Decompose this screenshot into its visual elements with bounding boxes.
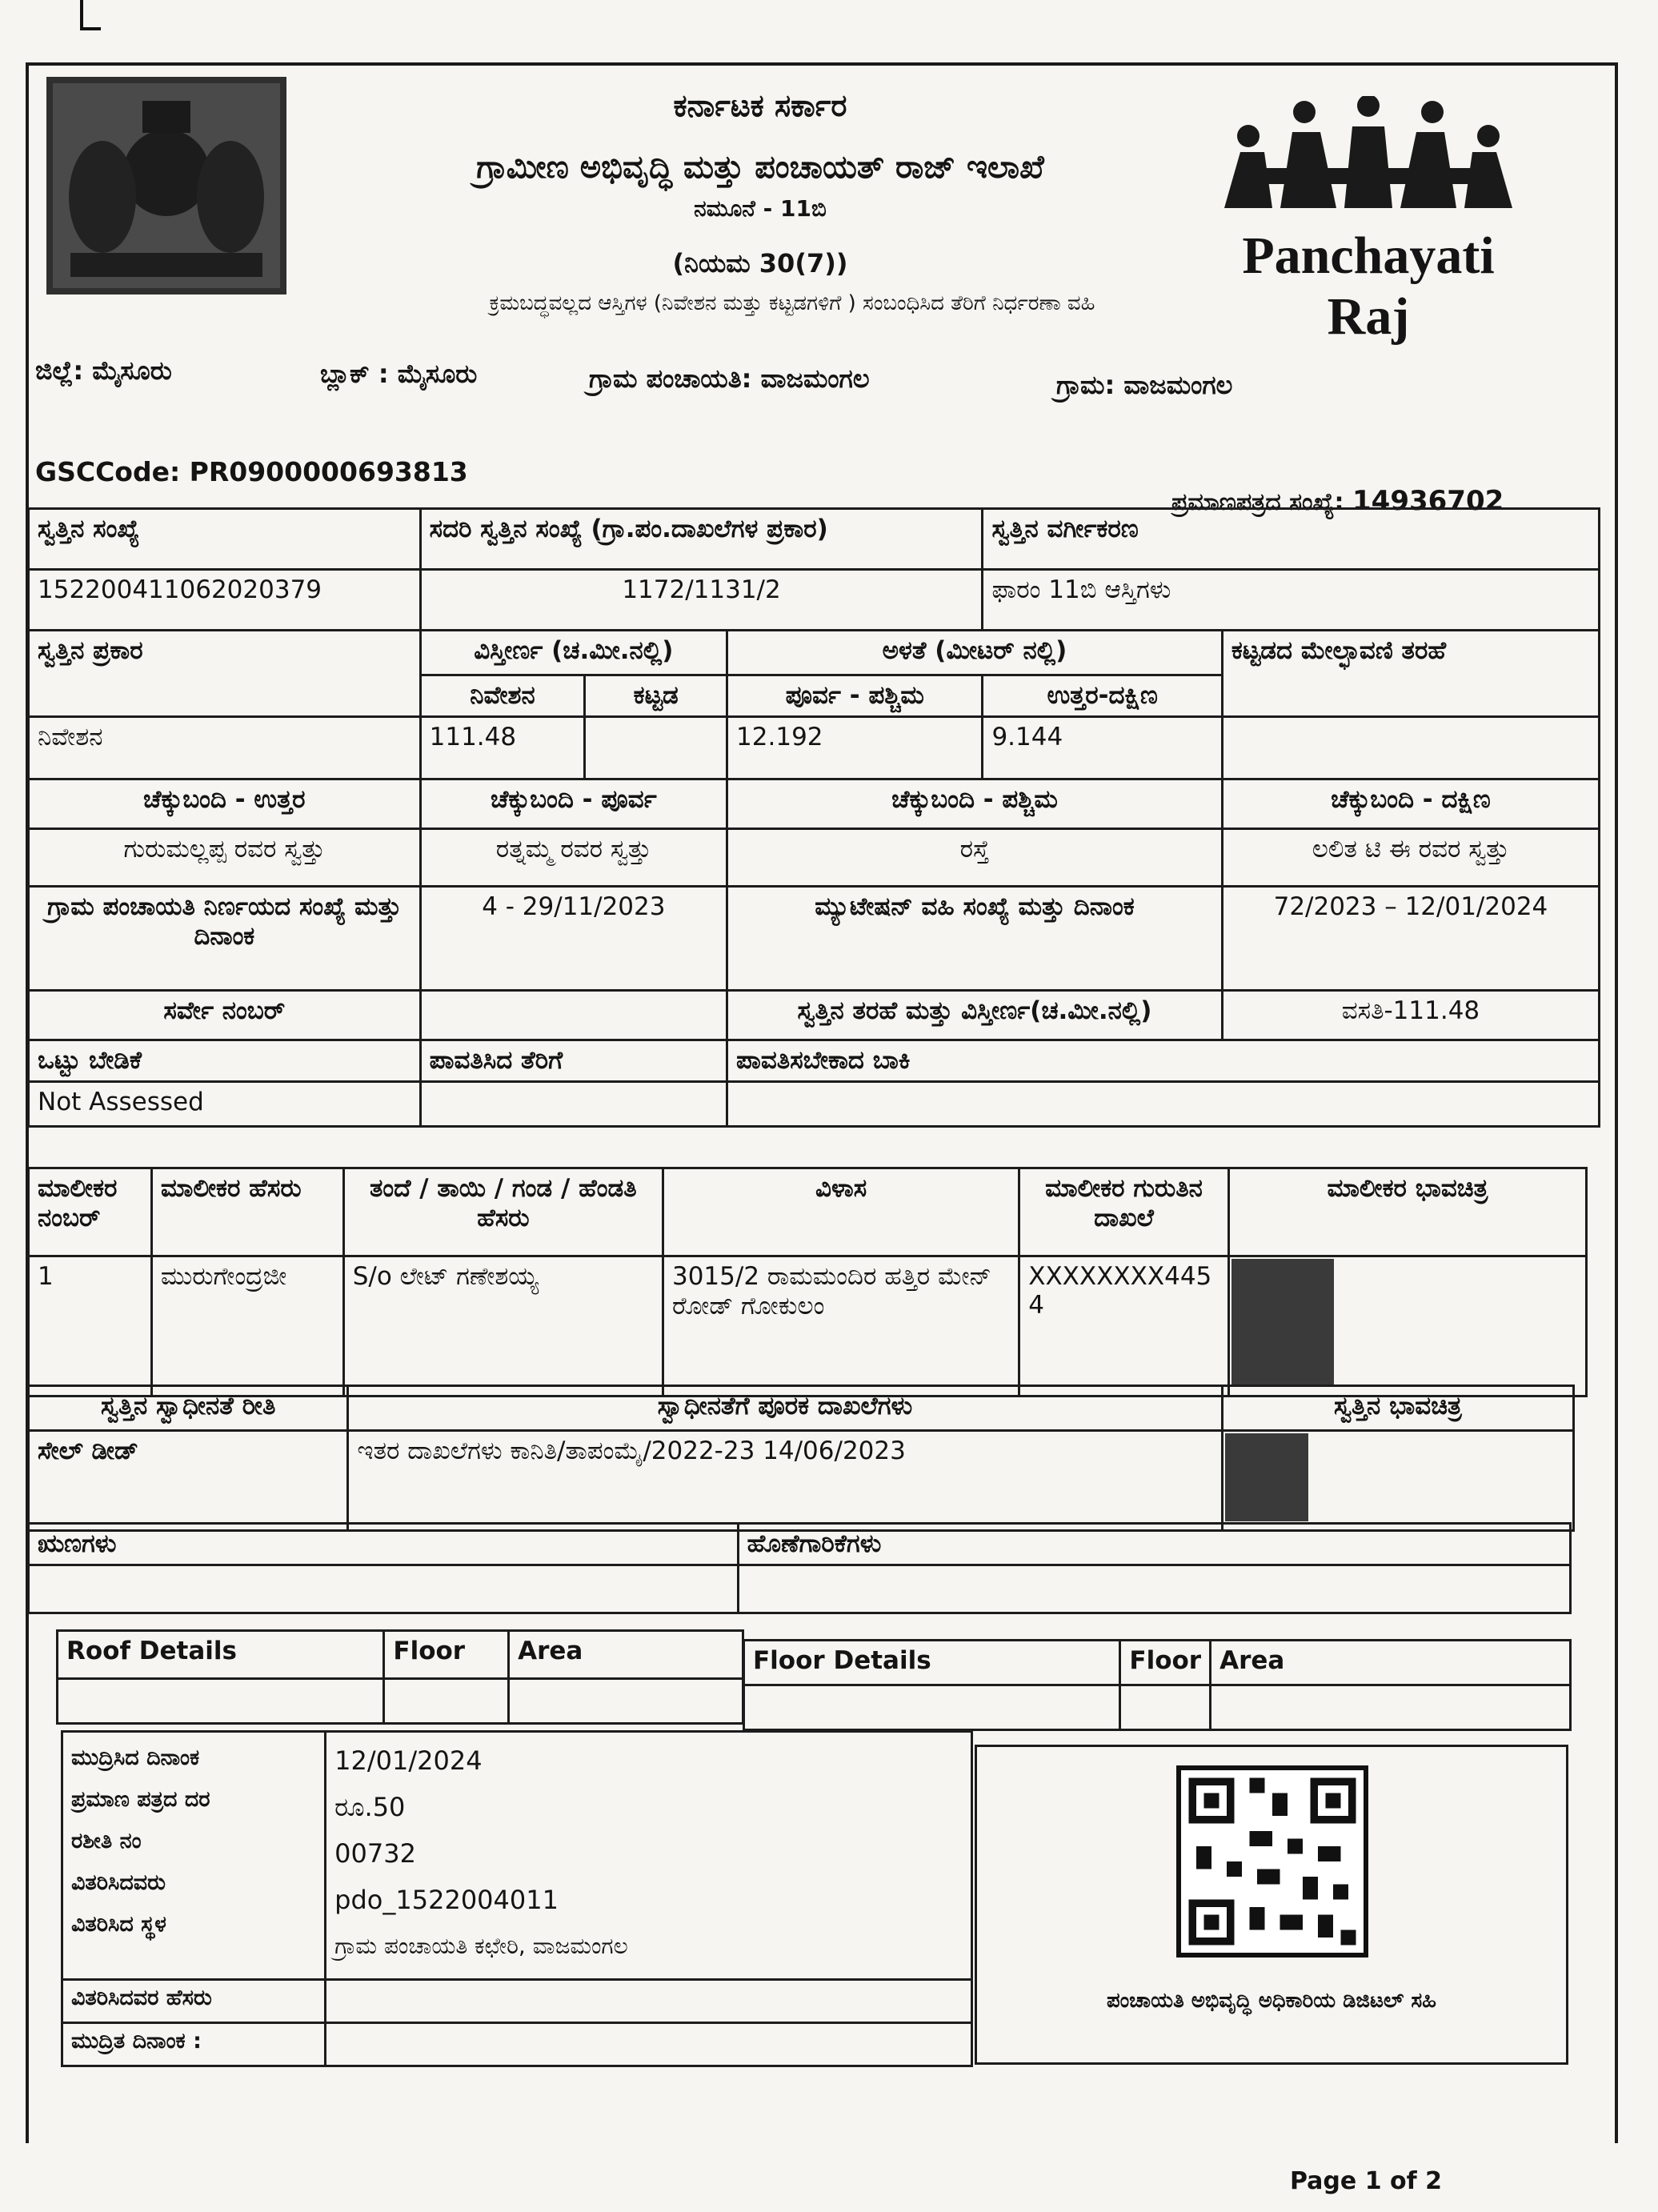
roof-floor-header: Floor [384, 1631, 509, 1679]
gram-panchayat: ಗ್ರಾಮ ಪಂಚಾಯತಿ: ವಾಜಮಂಗಲ [589, 363, 870, 394]
total-demand-label: ಒಟ್ಟು ಬೇಡಿಕೆ [29, 1040, 421, 1082]
owner-name: ಮುರುಗೇಂದ್ರಜೀ [151, 1256, 343, 1397]
owners-header-photo: ಮಾಲೀಕರ ಭಾವಚಿತ್ರ [1228, 1168, 1586, 1256]
mutation-label: ಮ್ಯುಟೇಷನ್ ವಹಿ ಸಂಖ್ಯೆ ಮತ್ತು ದಿನಾಂಕ [727, 887, 1223, 991]
floor-details-table [743, 1639, 1572, 1731]
issue-place-value: ಗ್ರಾಮ ಪಂಚಾಯತಿ ಕಛೇರಿ, ವಾಜಮಂಗಲ [334, 1933, 628, 1959]
issuance-labels [62, 1732, 326, 1980]
issuer-name-label: ವಿತರಿಸಿದವರ ಹೆಸರು [62, 1980, 326, 2023]
gsc-code: GSCCode: PR0900000693813 [35, 456, 468, 487]
digital-signature-label: ಪಂಚಾಯತಿ ಅಭಿವೃದ್ಧಿ ಅಧಿಕಾರಿಯ ಡಿಜಿಟಲ್ ಸಹಿ [1106, 1989, 1436, 2013]
panchayati-raj-logo [1216, 96, 1520, 346]
certificate-number: 14936702 [1352, 485, 1504, 517]
print-date-label: ಮುದ್ರಿತ ದಿನಾಂಕ : [62, 2023, 326, 2066]
north-south-value: 9.144 [983, 717, 1222, 779]
crop-mark [80, 27, 101, 30]
owners-header-number: ಮಾಲೀಕರ ನಂಬರ್ [29, 1168, 152, 1256]
roof-floor-cell [384, 1679, 509, 1724]
receipt-number-label: ರಶೀತಿ ನಂ [71, 1829, 142, 1853]
logo-text: Panchayati Raj [1242, 226, 1495, 346]
roof-type-label: ಕಟ್ಟಡದ ಮೇಲ್ಛಾವಣಿ ತರಹೆ [1222, 631, 1599, 717]
fee-label: ಪ್ರಮಾಣ ಪತ್ರದ ದರ [71, 1787, 210, 1812]
property-photo-label: ಸ್ವತ್ತಿನ ಭಾವಚಿತ್ರ [1222, 1386, 1573, 1431]
owners-table [27, 1167, 1588, 1397]
old-number-value: 1172/1131/2 [420, 570, 983, 631]
owners-header-parent: ತಂದೆ / ತಾಯಿ / ಗಂಡ / ಹೆಂಡತಿ ಹೆಸರು [343, 1168, 663, 1256]
roof-details-table [56, 1629, 744, 1725]
floor-area-cell [1211, 1685, 1571, 1730]
roof-area-cell [509, 1679, 743, 1724]
old-number-label: ಸದರಿ ಸ್ವತ್ತಿನ ಸಂಖ್ಯೆ (ಗ್ರಾ.ಪಂ.ದಾಖಲೆಗಳ ಪ್ರಕಾರ) [420, 509, 983, 570]
karnataka-emblem-icon [46, 77, 286, 295]
district: ಜಿಲ್ಲೆ: ಮೈಸೂರು [35, 355, 172, 386]
resolution-value: 4 - 29/11/2023 [420, 887, 727, 991]
property-id-label: ಸ್ವತ್ತಿನ ಸಂಖ್ಯೆ [29, 509, 421, 570]
issue-place-label: ವಿತರಿಸಿದ ಸ್ಥಳ [71, 1912, 166, 1937]
property-table [27, 507, 1600, 1128]
owners-header-name: ಮಾಲೀಕರ ಹೆಸರು [151, 1168, 343, 1256]
boundary-north-value: ಗುರುಮಲ್ಲಪ್ಪ ರವರ ಸ್ವತ್ತು [29, 829, 421, 887]
roof-type-value [1222, 717, 1599, 779]
survey-label: ಸರ್ವೇ ನಂಬರ್ [29, 991, 421, 1040]
issued-by-label: ವಿತರಿಸಿದವರು [71, 1870, 166, 1895]
east-west-label: ಪೂರ್ವ - ಪಶ್ಚಿಮ [727, 675, 983, 717]
owner-address: 3015/2 ರಾಮಮಂದಿರ ಹತ್ತಿರ ಮೇನ್ ರೋಡ್ ಗೋಕುಲಂ [663, 1256, 1019, 1397]
property-kind-value: ವಸತಿ-111.48 [1222, 991, 1599, 1040]
floor-floor-header: Floor [1120, 1641, 1211, 1685]
rights-value [29, 1565, 739, 1613]
owner-photo-cell [1228, 1256, 1586, 1397]
property-photo [1225, 1433, 1308, 1521]
acquisition-method-label: ಸ್ವತ್ತಿನ ಸ್ವಾಧೀನತೆ ರೀತಿ [29, 1386, 348, 1431]
boundary-east-label: ಚೆಕ್ಕುಬಂದಿ - ಪೂರ್ವ [420, 779, 727, 829]
govt-title: ಕರ್ನಾಟಕ ಸರ್ಕಾರ [673, 88, 847, 123]
village: ಗ್ರಾಮ: ವಾಜಮಂಗಲ [1056, 370, 1233, 400]
issued-by-value: pdo_1522004011 [334, 1885, 559, 1915]
roof-details-cell [58, 1679, 384, 1724]
owner-parent-name: S/o ಲೇಟ್ ಗಣೇಶಯ್ಯ [343, 1256, 663, 1397]
issuance-table [61, 1730, 973, 2067]
rights-label: ಋಣಗಳು [29, 1524, 739, 1565]
certificate-label-text: ಪ್ರಮಾಣಪತ್ರದ ಸಂಖ್ಯೆ: [1171, 488, 1344, 516]
issuance-values [326, 1732, 972, 1980]
building-area-value [585, 717, 727, 779]
owner-number: 1 [29, 1256, 152, 1397]
printed-date-label: ಮುದ್ರಿಸಿದ ದಿನಾಂಕ [71, 1745, 200, 1770]
printed-date-value: 12/01/2024 [334, 1745, 483, 1776]
site-area-label: ನಿವೇಶನ [420, 675, 585, 717]
resolution-label: ಗ್ರಾಮ ಪಂಚಾಯತಿ ನಿರ್ಣಯದ ಸಂಖ್ಯೆ ಮತ್ತು ದಿನಾಂಕ [29, 887, 421, 991]
east-west-value: 12.192 [727, 717, 983, 779]
holders-label: ಹೊಣೆಗಾರಿಕೆಗಳು [738, 1524, 1570, 1565]
acquisition-docs-label: ಸ್ವಾಧೀನತೆಗೆ ಪೂರಕ ದಾಖಲೆಗಳು [348, 1386, 1222, 1431]
roof-area-header: Area [509, 1631, 743, 1679]
roof-details-title: Roof Details [58, 1631, 384, 1679]
owners-header-address: ವಿಳಾಸ [663, 1168, 1019, 1256]
print-date-value [326, 2023, 972, 2066]
liabilities-table [27, 1522, 1572, 1614]
owner-id-document: XXXXXXXX445 4 [1019, 1256, 1229, 1397]
dimensions-label: ಅಳತೆ (ಮೀಟರ್ ನಲ್ಲಿ) [727, 631, 1223, 675]
floor-area-header: Area [1211, 1641, 1571, 1685]
issuer-name-value [326, 1980, 972, 2023]
boundary-south-label: ಚೆಕ್ಕುಬಂದಿ - ದಕ್ಷಿಣ [1222, 779, 1599, 829]
form-number: ನಮೂನೆ - 11ಬಿ [694, 195, 827, 222]
owner-photo [1231, 1259, 1334, 1387]
property-type-value: ನಿವೇಶನ [29, 717, 421, 779]
block: ಬ್ಲಾಕ್ : ಮೈಸೂರು [320, 359, 478, 389]
form-subtitle: ಕ್ರಮಬದ್ಧವಲ್ಲದ ಆಸ್ತಿಗಳ (ನಿವೇಶನ ಮತ್ತು ಕಟ್ಟಡಗಳಿಗೆ ) ಸಂಬಂಧಿಸಿದ ತೆರಿಗೆ ನಿರ್ಧರಣಾ ವಹಿ [489, 291, 1095, 315]
floor-floor-cell [1120, 1685, 1211, 1730]
table-row [29, 1256, 1587, 1397]
department-title: ಗ್ರಾಮೀಣ ಅಭಿವೃದ್ಧಿ ಮತ್ತು ಪಂಚಾಯತ್ ರಾಜ್ ಇಲಾಖೆ [476, 149, 1044, 186]
property-photo-cell [1222, 1431, 1573, 1531]
boundary-west-label: ಚೆಕ್ಕುಬಂದಿ - ಪಶ್ಚಿಮ [727, 779, 1223, 829]
page-number: Page 1 of 2 [1290, 2167, 1442, 2195]
tax-due-label: ಪಾವತಿಸಬೇಕಾದ ಬಾಕಿ [727, 1040, 1600, 1082]
boundary-north-label: ಚೆಕ್ಕುಬಂದಿ - ಉತ್ತರ [29, 779, 421, 829]
tax-due-value [727, 1082, 1600, 1127]
area-label: ವಿಸ್ತೀರ್ಣ (ಚ.ಮೀ.ನಲ್ಲಿ) [420, 631, 727, 675]
receipt-number-value: 00732 [334, 1838, 416, 1869]
boundary-east-value: ರತ್ನಮ್ಮ ರವರ ಸ್ವತ್ತು [420, 829, 727, 887]
rule-number: (ನಿಯಮ 30(7)) [672, 248, 848, 279]
acquisition-method-value: ಸೇಲ್ ಡೀಡ್ [29, 1431, 348, 1531]
mutation-value: 72/2023 – 12/01/2024 [1222, 887, 1599, 991]
owners-header-id: ಮಾಲೀಕರ ಗುರುತಿನ ದಾಖಲೆ [1019, 1168, 1229, 1256]
total-demand-value: Not Assessed [29, 1082, 421, 1127]
holders-value [738, 1565, 1570, 1613]
floor-details-cell [744, 1685, 1120, 1730]
survey-value [420, 991, 727, 1040]
floor-details-title: Floor Details [744, 1641, 1120, 1685]
tax-paid-label: ಪಾವತಿಸಿದ ತೆರಿಗೆ [420, 1040, 727, 1082]
property-kind-label: ಸ್ವತ್ತಿನ ತರಹೆ ಮತ್ತು ವಿಸ್ತೀರ್ಣ(ಚ.ಮೀ.ನಲ್ಲಿ) [727, 991, 1223, 1040]
tax-paid-value [420, 1082, 727, 1127]
north-south-label: ಉತ್ತರ-ದಕ್ಷಿಣ [983, 675, 1222, 717]
property-id-value: 152200411062020379 [29, 570, 421, 631]
acquisition-docs-value: ಇತರ ದಾಖಲೆಗಳು ಕಾನಿತಿ/ತಾಪಂಮೈ/2022-23 14/06/2023 [348, 1431, 1222, 1531]
crop-mark [80, 0, 83, 29]
boundary-west-value: ರಸ್ತೆ [727, 829, 1223, 887]
classification-label: ಸ್ವತ್ತಿನ ವರ್ಗೀಕರಣ [983, 509, 1600, 570]
boundary-south-value: ಲಲಿತ ಟಿ ಈ ರವರ ಸ್ವತ್ತು [1222, 829, 1599, 887]
qr-code-icon [1176, 1765, 1368, 1958]
people-group-icon [1216, 96, 1520, 216]
fee-value: ರೂ.50 [334, 1792, 406, 1822]
site-area-value: 111.48 [420, 717, 585, 779]
classification-value: ಫಾರಂ 11ಬಿ ಆಸ್ತಿಗಳು [983, 570, 1600, 631]
acquisition-table [27, 1385, 1575, 1532]
property-type-label: ಸ್ವತ್ತಿನ ಪ್ರಕಾರ [29, 631, 421, 717]
building-area-label: ಕಟ್ಟಡ [585, 675, 727, 717]
